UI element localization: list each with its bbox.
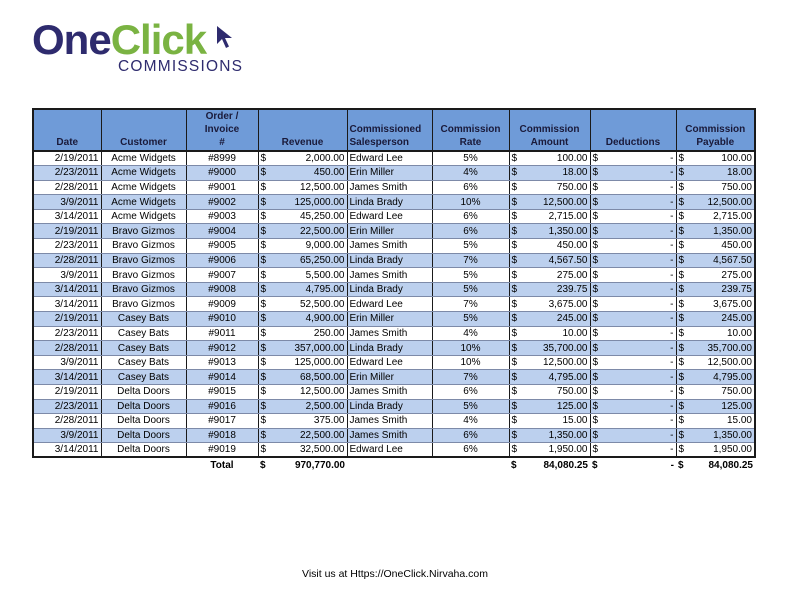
cell-commission-rate: 10% xyxy=(432,341,509,356)
table-row xyxy=(33,224,755,239)
cell-date: 3/14/2011 xyxy=(33,370,101,385)
cell-commission-payable: $ 35,700.00 xyxy=(676,341,755,356)
cell-order: #9006 xyxy=(186,253,258,268)
cell-customer: Acme Widgets xyxy=(101,180,186,195)
cell-revenue: $ 32,500.00 xyxy=(258,443,347,458)
cell-commission-payable: $ 2,715.00 xyxy=(676,209,755,224)
cell-customer: Casey Bats xyxy=(101,355,186,370)
cell-commission-payable: $ 1,950.00 xyxy=(676,443,755,458)
cell-commission-rate: 7% xyxy=(432,370,509,385)
cell-customer: Acme Widgets xyxy=(101,209,186,224)
table-row xyxy=(33,414,755,429)
table-row xyxy=(33,166,755,181)
cell-commission-amount: $ 750.00 xyxy=(509,180,590,195)
table-row xyxy=(33,151,755,166)
cell-deductions: $ - xyxy=(590,282,676,297)
cell-deductions: $ - xyxy=(590,180,676,195)
cell-date: 2/28/2011 xyxy=(33,414,101,429)
cell-commission-rate: 6% xyxy=(432,428,509,443)
table-row xyxy=(33,195,755,210)
cell-salesperson: Edward Lee xyxy=(347,355,432,370)
table-row xyxy=(33,268,755,283)
cell-customer: Bravo Gizmos xyxy=(101,268,186,283)
table-row xyxy=(33,253,755,268)
cell-commission-amount: $ 275.00 xyxy=(509,268,590,283)
cell-customer: Delta Doors xyxy=(101,399,186,414)
logo-subtitle: COMMISSIONS xyxy=(118,58,244,75)
cell-commission-rate: 5% xyxy=(432,282,509,297)
header-commission-amount: Commission Amount xyxy=(509,109,590,151)
cell-revenue: $ 125,000.00 xyxy=(258,195,347,210)
cell-revenue: $ 2,000.00 xyxy=(258,151,347,166)
cell-customer: Delta Doors xyxy=(101,428,186,443)
logo-wordmark xyxy=(32,18,206,62)
cell-customer: Delta Doors xyxy=(101,385,186,400)
cell-commission-amount: $ 18.00 xyxy=(509,166,590,181)
cell-commission-rate: 7% xyxy=(432,253,509,268)
cell-order: #9013 xyxy=(186,355,258,370)
cell-salesperson: Linda Brady xyxy=(347,195,432,210)
cell-commission-amount: $ 450.00 xyxy=(509,239,590,254)
table-row xyxy=(33,385,755,400)
cell-date: 2/19/2011 xyxy=(33,312,101,327)
table-row xyxy=(33,443,755,458)
cell-salesperson: Erin Miller xyxy=(347,166,432,181)
cell-commission-rate: 4% xyxy=(432,326,509,341)
cell-order: #9001 xyxy=(186,180,258,195)
cell-commission-payable: $ 1,350.00 xyxy=(676,428,755,443)
cell-order: #9011 xyxy=(186,326,258,341)
cell-revenue: $ 68,500.00 xyxy=(258,370,347,385)
cell-deductions: $ - xyxy=(590,414,676,429)
cell-commission-payable: $ 4,567.50 xyxy=(676,253,755,268)
cell-deductions: $ - xyxy=(590,166,676,181)
table-row xyxy=(33,239,755,254)
cell-revenue: $ 22,500.00 xyxy=(258,428,347,443)
cell-salesperson: Erin Miller xyxy=(347,224,432,239)
cell-commission-payable: $ 4,795.00 xyxy=(676,370,755,385)
cell-commission-payable: $ 275.00 xyxy=(676,268,755,283)
cell-date: 3/14/2011 xyxy=(33,209,101,224)
cell-commission-rate: 6% xyxy=(432,209,509,224)
cell-date: 3/14/2011 xyxy=(33,297,101,312)
cell-salesperson: Edward Lee xyxy=(347,151,432,166)
cell-date: 2/19/2011 xyxy=(33,385,101,400)
cell-order: #9002 xyxy=(186,195,258,210)
cell-commission-payable: $ 3,675.00 xyxy=(676,297,755,312)
cell-commission-amount: $ 750.00 xyxy=(509,385,590,400)
cell-date: 3/9/2011 xyxy=(33,355,101,370)
cell-commission-amount: $ 1,350.00 xyxy=(509,224,590,239)
cell-order: #9003 xyxy=(186,209,258,224)
cell-commission-amount: $ 10.00 xyxy=(509,326,590,341)
cell-deductions: $ - xyxy=(590,443,676,458)
cell-commission-payable: $ 10.00 xyxy=(676,326,755,341)
cell-commission-payable: $ 450.00 xyxy=(676,239,755,254)
logo-word-one: One xyxy=(32,16,111,63)
cell-revenue: $ 52,500.00 xyxy=(258,297,347,312)
cell-order: #9000 xyxy=(186,166,258,181)
cell-commission-rate: 5% xyxy=(432,268,509,283)
cell-commission-amount: $ 125.00 xyxy=(509,399,590,414)
cell-commission-rate: 6% xyxy=(432,443,509,458)
cell-commission-rate: 6% xyxy=(432,224,509,239)
cell-customer: Bravo Gizmos xyxy=(101,224,186,239)
cell-deductions: $ - xyxy=(590,341,676,356)
cell-commission-rate: 4% xyxy=(432,414,509,429)
cell-customer: Bravo Gizmos xyxy=(101,297,186,312)
cell-salesperson: Linda Brady xyxy=(347,399,432,414)
cell-customer: Bravo Gizmos xyxy=(101,253,186,268)
cell-salesperson: Edward Lee xyxy=(347,297,432,312)
table-row xyxy=(33,209,755,224)
cell-commission-payable: $ 15.00 xyxy=(676,414,755,429)
cell-date: 3/14/2011 xyxy=(33,443,101,458)
cell-commission-payable: $ 100.00 xyxy=(676,151,755,166)
cell-commission-payable: $ 245.00 xyxy=(676,312,755,327)
cell-revenue: $ 357,000.00 xyxy=(258,341,347,356)
cursor-arrow-icon xyxy=(214,24,234,50)
cell-date: 2/23/2011 xyxy=(33,326,101,341)
logo-word-click: Click xyxy=(110,16,207,63)
cell-order: #9008 xyxy=(186,282,258,297)
commissions-table xyxy=(32,108,756,472)
footer-website: Visit us at Https://OneClick.Nirvaha.com xyxy=(302,568,488,580)
cell-commission-rate: 5% xyxy=(432,312,509,327)
cell-order: #9004 xyxy=(186,224,258,239)
cell-salesperson: Linda Brady xyxy=(347,341,432,356)
header-commission-rate: Commission Rate xyxy=(432,109,509,151)
header-date: Date xyxy=(33,109,101,151)
cell-date: 2/23/2011 xyxy=(33,166,101,181)
cell-salesperson: James Smith xyxy=(347,414,432,429)
table-row xyxy=(33,282,755,297)
table-row xyxy=(33,180,755,195)
cell-commission-amount: $ 1,950.00 xyxy=(509,443,590,458)
cell-date: 2/19/2011 xyxy=(33,224,101,239)
cell-salesperson: Linda Brady xyxy=(347,253,432,268)
cell-deductions: $ - xyxy=(590,428,676,443)
cell-customer: Bravo Gizmos xyxy=(101,239,186,254)
table-row xyxy=(33,399,755,414)
table-row xyxy=(33,355,755,370)
cell-deductions: $ - xyxy=(590,370,676,385)
cell-commission-amount: $ 3,675.00 xyxy=(509,297,590,312)
cell-order: #9016 xyxy=(186,399,258,414)
cell-commission-rate: 7% xyxy=(432,297,509,312)
table-row xyxy=(33,312,755,327)
cell-commission-rate: 5% xyxy=(432,151,509,166)
cell-date: 3/14/2011 xyxy=(33,282,101,297)
cell-salesperson: James Smith xyxy=(347,385,432,400)
header-order: Order / Invoice # xyxy=(186,109,258,151)
cell-commission-payable: $ 1,350.00 xyxy=(676,224,755,239)
cell-commission-amount: $ 100.00 xyxy=(509,151,590,166)
cell-date: 3/9/2011 xyxy=(33,195,101,210)
cell-customer: Casey Bats xyxy=(101,326,186,341)
total-label: Total xyxy=(186,457,258,472)
cell-revenue: $ 4,900.00 xyxy=(258,312,347,327)
cell-order: #9012 xyxy=(186,341,258,356)
cell-commission-payable: $ 750.00 xyxy=(676,385,755,400)
cell-revenue: $ 250.00 xyxy=(258,326,347,341)
cell-commission-payable: $ 12,500.00 xyxy=(676,355,755,370)
cell-salesperson: James Smith xyxy=(347,428,432,443)
cell-date: 2/28/2011 xyxy=(33,253,101,268)
table-row xyxy=(33,341,755,356)
cell-commission-amount: $ 4,795.00 xyxy=(509,370,590,385)
cell-date: 2/28/2011 xyxy=(33,341,101,356)
cell-order: #9017 xyxy=(186,414,258,429)
cell-date: 2/23/2011 xyxy=(33,399,101,414)
cell-date: 3/9/2011 xyxy=(33,268,101,283)
cell-commission-rate: 5% xyxy=(432,239,509,254)
cell-commission-amount: $ 245.00 xyxy=(509,312,590,327)
cell-salesperson: Linda Brady xyxy=(347,282,432,297)
cell-commission-rate: 10% xyxy=(432,355,509,370)
cell-deductions: $ - xyxy=(590,209,676,224)
cell-commission-rate: 6% xyxy=(432,385,509,400)
cell-commission-amount: $ 4,567.50 xyxy=(509,253,590,268)
cell-commission-rate: 5% xyxy=(432,399,509,414)
total-revenue: $ 970,770.00 xyxy=(258,457,347,472)
cell-order: #9014 xyxy=(186,370,258,385)
cell-commission-amount: $ 2,715.00 xyxy=(509,209,590,224)
cell-salesperson: James Smith xyxy=(347,180,432,195)
cell-salesperson: Erin Miller xyxy=(347,312,432,327)
header-customer: Customer xyxy=(101,109,186,151)
cell-commission-payable: $ 750.00 xyxy=(676,180,755,195)
cell-order: #9010 xyxy=(186,312,258,327)
cell-revenue: $ 12,500.00 xyxy=(258,385,347,400)
cell-order: #9007 xyxy=(186,268,258,283)
cell-order: #9015 xyxy=(186,385,258,400)
header-deductions: Deductions xyxy=(590,109,676,151)
cell-commission-payable: $ 239.75 xyxy=(676,282,755,297)
table-body xyxy=(33,151,755,457)
cell-date: 2/19/2011 xyxy=(33,151,101,166)
cell-revenue: $ 125,000.00 xyxy=(258,355,347,370)
cell-date: 2/28/2011 xyxy=(33,180,101,195)
cell-order: #9005 xyxy=(186,239,258,254)
total-commission-payable: $ 84,080.25 xyxy=(676,457,755,472)
cell-deductions: $ - xyxy=(590,355,676,370)
cell-order: #9019 xyxy=(186,443,258,458)
cell-commission-amount: $ 12,500.00 xyxy=(509,355,590,370)
oneclick-logo xyxy=(32,18,252,78)
cell-order: #9009 xyxy=(186,297,258,312)
cell-deductions: $ - xyxy=(590,326,676,341)
cell-commission-rate: 10% xyxy=(432,195,509,210)
cell-revenue: $ 450.00 xyxy=(258,166,347,181)
cell-deductions: $ - xyxy=(590,224,676,239)
cell-deductions: $ - xyxy=(590,151,676,166)
cell-deductions: $ - xyxy=(590,385,676,400)
cell-customer: Casey Bats xyxy=(101,312,186,327)
header-revenue: Revenue xyxy=(258,109,347,151)
cell-customer: Casey Bats xyxy=(101,341,186,356)
cell-order: #9018 xyxy=(186,428,258,443)
cell-salesperson: James Smith xyxy=(347,268,432,283)
cell-customer: Delta Doors xyxy=(101,414,186,429)
table-row xyxy=(33,297,755,312)
cell-revenue: $ 22,500.00 xyxy=(258,224,347,239)
cell-customer: Delta Doors xyxy=(101,443,186,458)
cell-deductions: $ - xyxy=(590,297,676,312)
cell-customer: Casey Bats xyxy=(101,370,186,385)
cell-salesperson: James Smith xyxy=(347,326,432,341)
header-row xyxy=(33,109,755,151)
cell-salesperson: James Smith xyxy=(347,239,432,254)
cell-revenue: $ 375.00 xyxy=(258,414,347,429)
cell-deductions: $ - xyxy=(590,239,676,254)
total-commission-amount: $ 84,080.25 xyxy=(509,457,590,472)
table-row xyxy=(33,370,755,385)
cell-revenue: $ 4,795.00 xyxy=(258,282,347,297)
cell-commission-rate: 6% xyxy=(432,180,509,195)
cell-salesperson: Erin Miller xyxy=(347,370,432,385)
cell-date: 2/23/2011 xyxy=(33,239,101,254)
total-row xyxy=(33,457,755,472)
cell-deductions: $ - xyxy=(590,399,676,414)
table-row xyxy=(33,326,755,341)
cell-salesperson: Edward Lee xyxy=(347,443,432,458)
cell-salesperson: Edward Lee xyxy=(347,209,432,224)
cell-commission-rate: 4% xyxy=(432,166,509,181)
cell-revenue: $ 2,500.00 xyxy=(258,399,347,414)
cell-deductions: $ - xyxy=(590,253,676,268)
cell-revenue: $ 5,500.00 xyxy=(258,268,347,283)
cell-deductions: $ - xyxy=(590,312,676,327)
cell-deductions: $ - xyxy=(590,195,676,210)
table-row xyxy=(33,428,755,443)
cell-commission-amount: $ 35,700.00 xyxy=(509,341,590,356)
cell-revenue: $ 12,500.00 xyxy=(258,180,347,195)
cell-commission-payable: $ 18.00 xyxy=(676,166,755,181)
header-salesperson: Commissioned Salesperson xyxy=(347,109,432,151)
cell-customer: Acme Widgets xyxy=(101,166,186,181)
cell-revenue: $ 65,250.00 xyxy=(258,253,347,268)
cell-commission-payable: $ 12,500.00 xyxy=(676,195,755,210)
cell-commission-payable: $ 125.00 xyxy=(676,399,755,414)
cell-revenue: $ 9,000.00 xyxy=(258,239,347,254)
cell-customer: Bravo Gizmos xyxy=(101,282,186,297)
cell-commission-amount: $ 239.75 xyxy=(509,282,590,297)
cell-deductions: $ - xyxy=(590,268,676,283)
cell-commission-amount: $ 15.00 xyxy=(509,414,590,429)
cell-date: 3/9/2011 xyxy=(33,428,101,443)
header-commission-payable: Commission Payable xyxy=(676,109,755,151)
cell-customer: Acme Widgets xyxy=(101,151,186,166)
cell-revenue: $ 45,250.00 xyxy=(258,209,347,224)
cell-commission-amount: $ 12,500.00 xyxy=(509,195,590,210)
cell-order: #8999 xyxy=(186,151,258,166)
total-deductions: $ - xyxy=(590,457,676,472)
cell-customer: Acme Widgets xyxy=(101,195,186,210)
cell-commission-amount: $ 1,350.00 xyxy=(509,428,590,443)
